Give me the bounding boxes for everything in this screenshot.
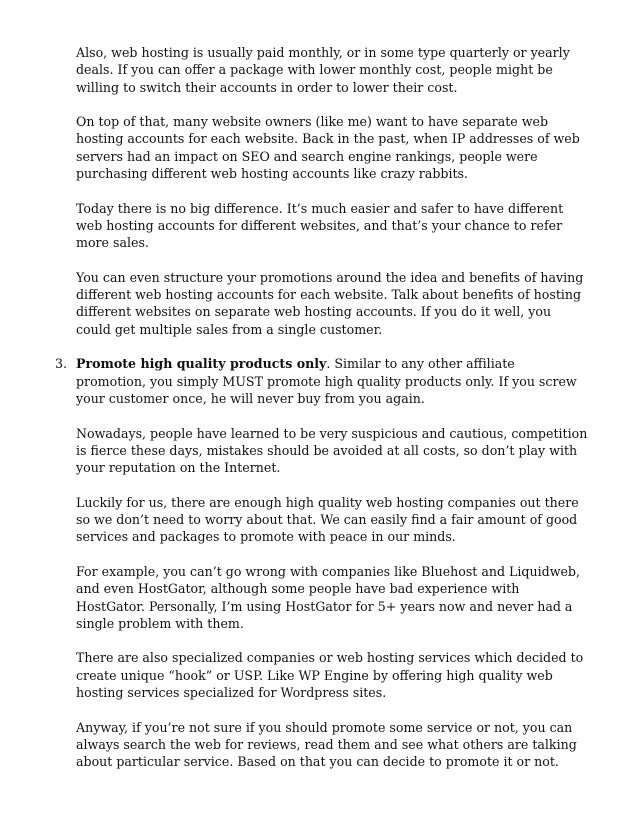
document-page: [55, 44, 588, 788]
paragraph-payment-terms: Also, web hosting is usually paid monthly, or in some type quarterly or yearly deals. If you can offer a package with lower monthly cost, people might be willing to switch their accounts in order to lower their cost.: [76, 45, 570, 95]
paragraph-specialized-services: There are also specialized companies or web hosting services which decided to create unique “hook” or USP. Like WP Engine by offering high quality web hosting services specialized for Wordpress sites.: [76, 650, 584, 700]
paragraph-example-companies: For example, you can’t go wrong with companies like Bluehost and Liquidweb, and even HostGator, although some people have bad experience with HostGator. Personally, I’m using HostGator for 5+ years now and never had a single problem with them.: [76, 563, 580, 631]
paragraph-suspicious-people: Nowadays, people have learned to be very suspicious and cautious, competition is fierce these days, mistakes should be avoided at all costs, so don’t play with your reputation on the Internet.: [76, 425, 588, 476]
paragraph-no-big-difference: Today there is no big difference. It’s much easier and safer to have different web hosting accounts for different websites, and that’s your chance to refer more sales.: [76, 200, 564, 251]
list-number: 3.: [55, 356, 68, 372]
list-item-3: [55, 355, 588, 407]
paragraph-search-reviews: Anyway, if you’re not sure if you should promote some service or not, you can always search the web for reviews, read them and see what others are talking about particular service. Based on that you can decide to promote it or not.: [76, 719, 577, 770]
paragraph-enough-companies: Luckily for us, there are enough high quality web hosting companies out there so we don’t need to worry about that. We can easily find a fair amount of good services and packages to promote with peace in our minds.: [76, 494, 579, 545]
paragraph-structure-promotions: You can even structure your promotions around the idea and benefits of having different web hosting accounts for each website. Talk about benefits of hosting different websites on separate web hosting accounts. If you do it well, you could get multiple sales from a single customer.: [76, 269, 584, 337]
list-item-text: . Similar to any other affiliate promotion, you simply MUST promote high quality products only. If you screw your customer once, he will never buy from you again.: [76, 356, 577, 406]
paragraph-separate-accounts: On top of that, many website owners (like me) want to have separate web hosting accounts for each website. Back in the past, when IP addresses of web servers had an impact on SEO and search engine rankings, people were purchasing different web hosting accounts like crazy rabbits.: [76, 114, 580, 182]
list-item-title: Promote high quality products only: [76, 356, 327, 372]
